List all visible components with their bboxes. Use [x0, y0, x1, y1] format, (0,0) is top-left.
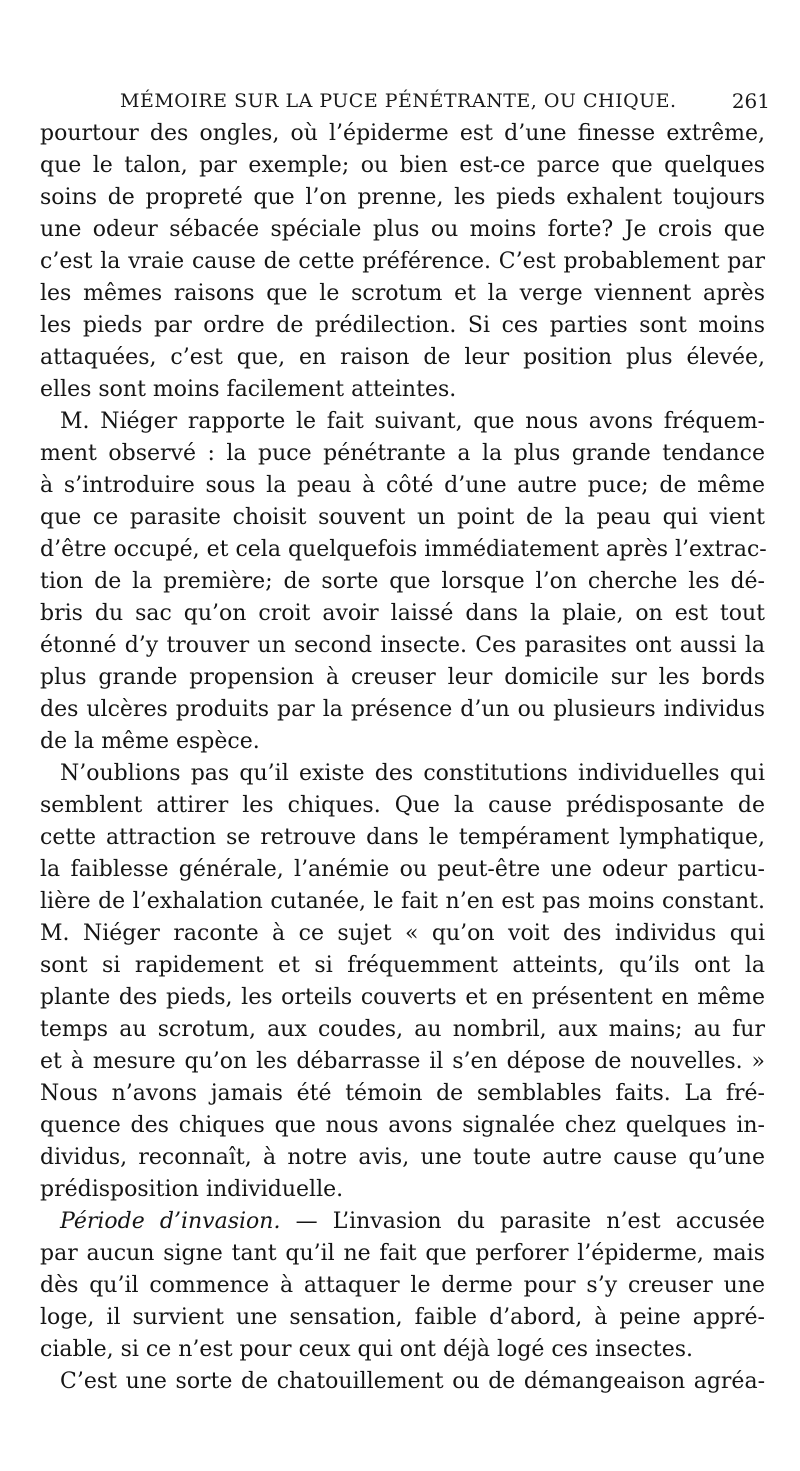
- text-line: plante des pieds, les orteils couverts et en présentent en même: [40, 985, 765, 1010]
- text-line: semblent attirer les chiques. Que la cause prédisposante de: [40, 793, 765, 818]
- text-line: la faiblesse générale, l’anémie ou peut-être une odeur particu-: [40, 857, 765, 882]
- page-header: [0, 84, 800, 118]
- text-line: M. Niéger rapporte le fait suivant, que nous avons fréquem-: [60, 409, 765, 434]
- text-line: à s’introduire sous la peau à côté d’une autre puce; de même: [40, 473, 765, 498]
- text-line: sont si rapidement et si fréquemment atteints, qu’ils ont la: [40, 953, 765, 978]
- text-line: ment observé : la puce pénétrante a la plus grande tendance: [40, 441, 765, 466]
- text-line: des ulcères produits par la présence d’un ou plusieurs individus: [40, 697, 765, 722]
- text-line: c’est la vraie cause de cette préférence. C’est probablement par: [40, 249, 765, 274]
- text-line: lière de l’exhalation cutanée, le fait n’en est pas moins constant.: [40, 889, 765, 914]
- text-line: que le talon, par exemple; ou bien est-ce parce que quelques: [40, 153, 765, 178]
- text-line: que ce parasite choisit souvent un point de la peau qui vient: [40, 505, 765, 530]
- text-line: loge, il survient une sensation, faible d’abord, à peine appré-: [40, 1305, 765, 1330]
- text-line: dividus, reconnaît, à notre avis, une toute autre cause qu’une: [40, 1145, 765, 1170]
- text-line: ciable, si ce n’est pour ceux qui ont déjà logé ces insectes.: [40, 1337, 694, 1362]
- text-line: étonné d’y trouver un second insecte. Ces parasites ont aussi la: [40, 633, 765, 658]
- text-line: N’oublions pas qu’il existe des constitutions individuelles qui: [60, 761, 765, 786]
- text-line: M. Niéger raconte à ce sujet « qu’on voit des individus qui: [40, 921, 765, 946]
- text-line: les pieds par ordre de prédilection. Si ces parties sont moins: [40, 313, 765, 338]
- text-line: bris du sac qu’on croit avoir laissé dans la plaie, on est tout: [40, 601, 765, 626]
- text-line: temps au scrotum, aux coudes, au nombril, aux mains; au fur: [40, 1017, 765, 1042]
- text-line: prédisposition individuelle.: [40, 1177, 344, 1202]
- text-line: une odeur sébacée spéciale plus ou moins forte? Je crois que: [40, 217, 765, 242]
- text-line: les mêmes raisons que le scrotum et la verge viennent après: [40, 281, 765, 306]
- text-line: attaquées, c’est que, en raison de leur position plus élevée,: [40, 345, 765, 370]
- text-line: par aucun signe tant qu’il ne fait que perforer l’épiderme, mais: [40, 1241, 765, 1266]
- text-line: d’être occupé, et cela quelquefois immédiatement après l’extrac-: [40, 537, 767, 562]
- text-line: quence des chiques que nous avons signalée chez quelques in-: [40, 1113, 765, 1138]
- text-line: tion de la première; de sorte que lorsque l’on cherche les dé-: [40, 569, 765, 594]
- text-line: Nous n’avons jamais été témoin de semblables faits. La fré-: [40, 1081, 765, 1106]
- section-first-line: [60, 1206, 765, 1238]
- section-first-line-text: — L’invasion du parasite n’est accusée: [280, 1209, 765, 1234]
- page-number: 261: [731, 89, 770, 113]
- text-line: de la même espèce.: [40, 729, 260, 754]
- text-line: pourtour des ongles, où l’épiderme est d’une finesse extrême,: [40, 121, 765, 146]
- text-line: et à mesure qu’on les débarrasse il s’en dépose de nouvelles. »: [40, 1049, 765, 1074]
- text-line: plus grande propension à creuser leur domicile sur les bords: [40, 665, 765, 690]
- text-line: elles sont moins facilement atteintes.: [40, 377, 457, 402]
- text-line: cette attraction se retrouve dans le tempérament lymphatique,: [40, 825, 765, 850]
- text-line: dès qu’il commence à attaquer le derme pour s’y creuser une: [40, 1273, 765, 1298]
- text-line: C’est une sorte de chatouillement ou de démangeaison agréa-: [60, 1369, 765, 1394]
- section-heading: Période d’invasion.: [60, 1209, 281, 1234]
- text-line: soins de propreté que l’on prenne, les pieds exhalent toujours: [40, 185, 765, 210]
- running-head: MÉMOIRE SUR LA PUCE PÉNÉTRANTE, OU CHIQUE.: [120, 90, 677, 112]
